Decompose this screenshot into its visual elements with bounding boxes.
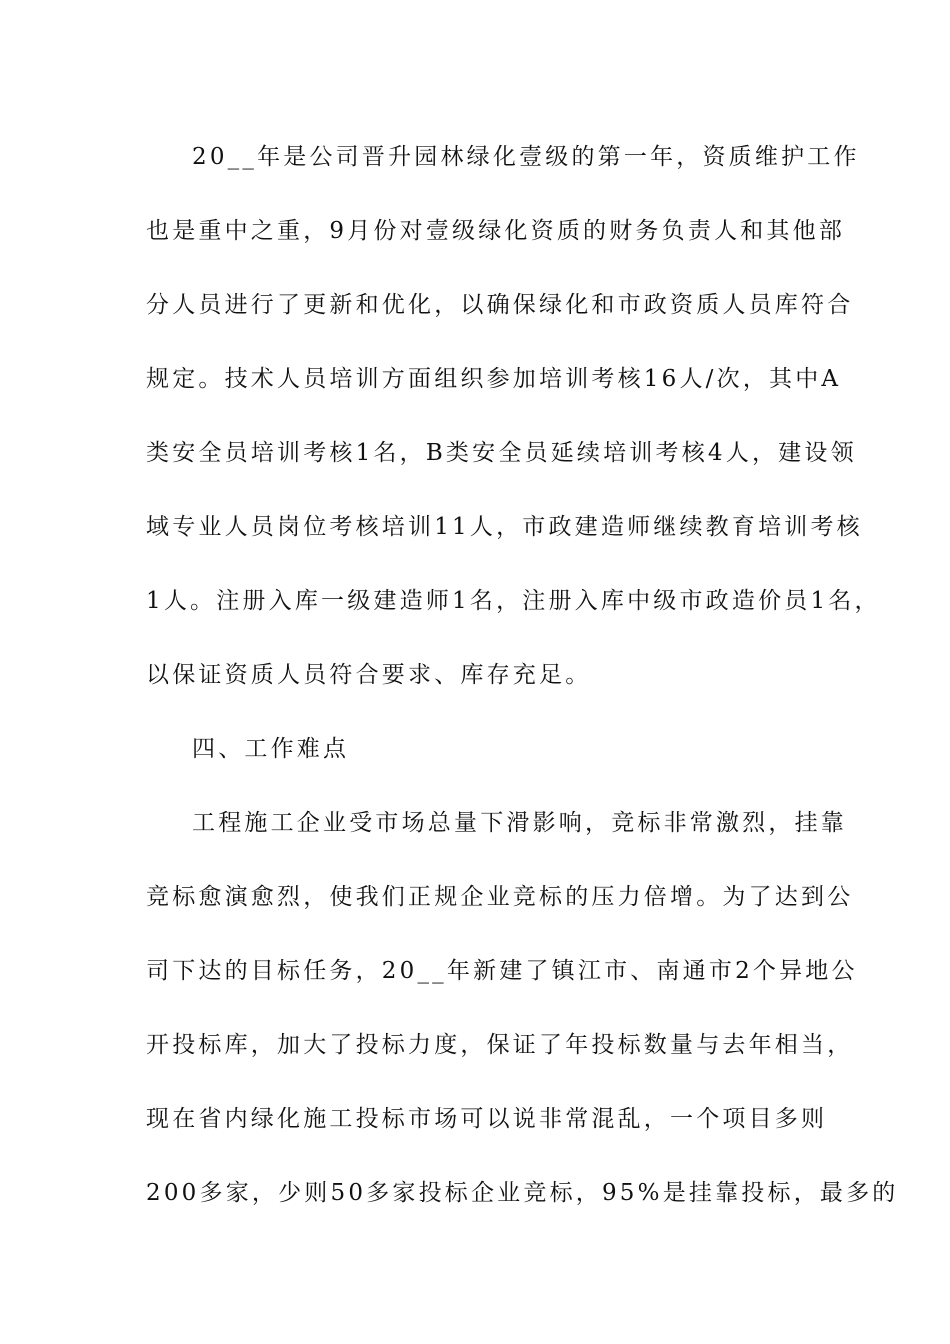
paragraph-line: 域专业人员岗位考核培训11人，市政建造师继续教育培训考核	[146, 514, 863, 540]
paragraph-line: 规定。技术人员培训方面组织参加培训考核16人/次，其中A	[146, 366, 842, 392]
paragraph-line: 以保证资质人员符合要求、库存充足。	[146, 662, 592, 688]
paragraph-line: 类安全员培训考核1名，B类安全员延续培训考核4人，建设领	[146, 440, 857, 466]
paragraph-line: 司下达的目标任务，20__年新建了镇江市、南通市2个异地公	[146, 958, 858, 984]
paragraph-line: 现在省内绿化施工投标市场可以说非常混乱，一个项目多则	[146, 1106, 828, 1132]
paragraph-line: 20__年是公司晋升园林绿化壹级的第一年，资质维护工作	[192, 144, 860, 170]
paragraph-line: 1人。注册入库一级建造师1名，注册入库中级市政造价员1名，	[146, 588, 881, 614]
paragraph-line: 开投标库，加大了投标力度，保证了年投标数量与去年相当，	[146, 1032, 854, 1058]
paragraph-line: 竞标愈演愈烈，使我们正规企业竞标的压力倍增。为了达到公	[146, 884, 854, 910]
document-body	[146, 120, 899, 1230]
paragraph-line: 200多家，少则50多家投标企业竞标，95%是挂靠投标，最多的	[146, 1180, 899, 1206]
paragraph-line: 分人员进行了更新和优化，以确保绿化和市政资质人员库符合	[146, 292, 854, 318]
paragraph-line: 也是重中之重，9月份对壹级绿化资质的财务负责人和其他部	[146, 218, 846, 244]
section-heading: 四、工作难点	[192, 736, 350, 762]
paragraph-line: 工程施工企业受市场总量下滑影响，竞标非常激烈，挂靠	[192, 810, 847, 836]
